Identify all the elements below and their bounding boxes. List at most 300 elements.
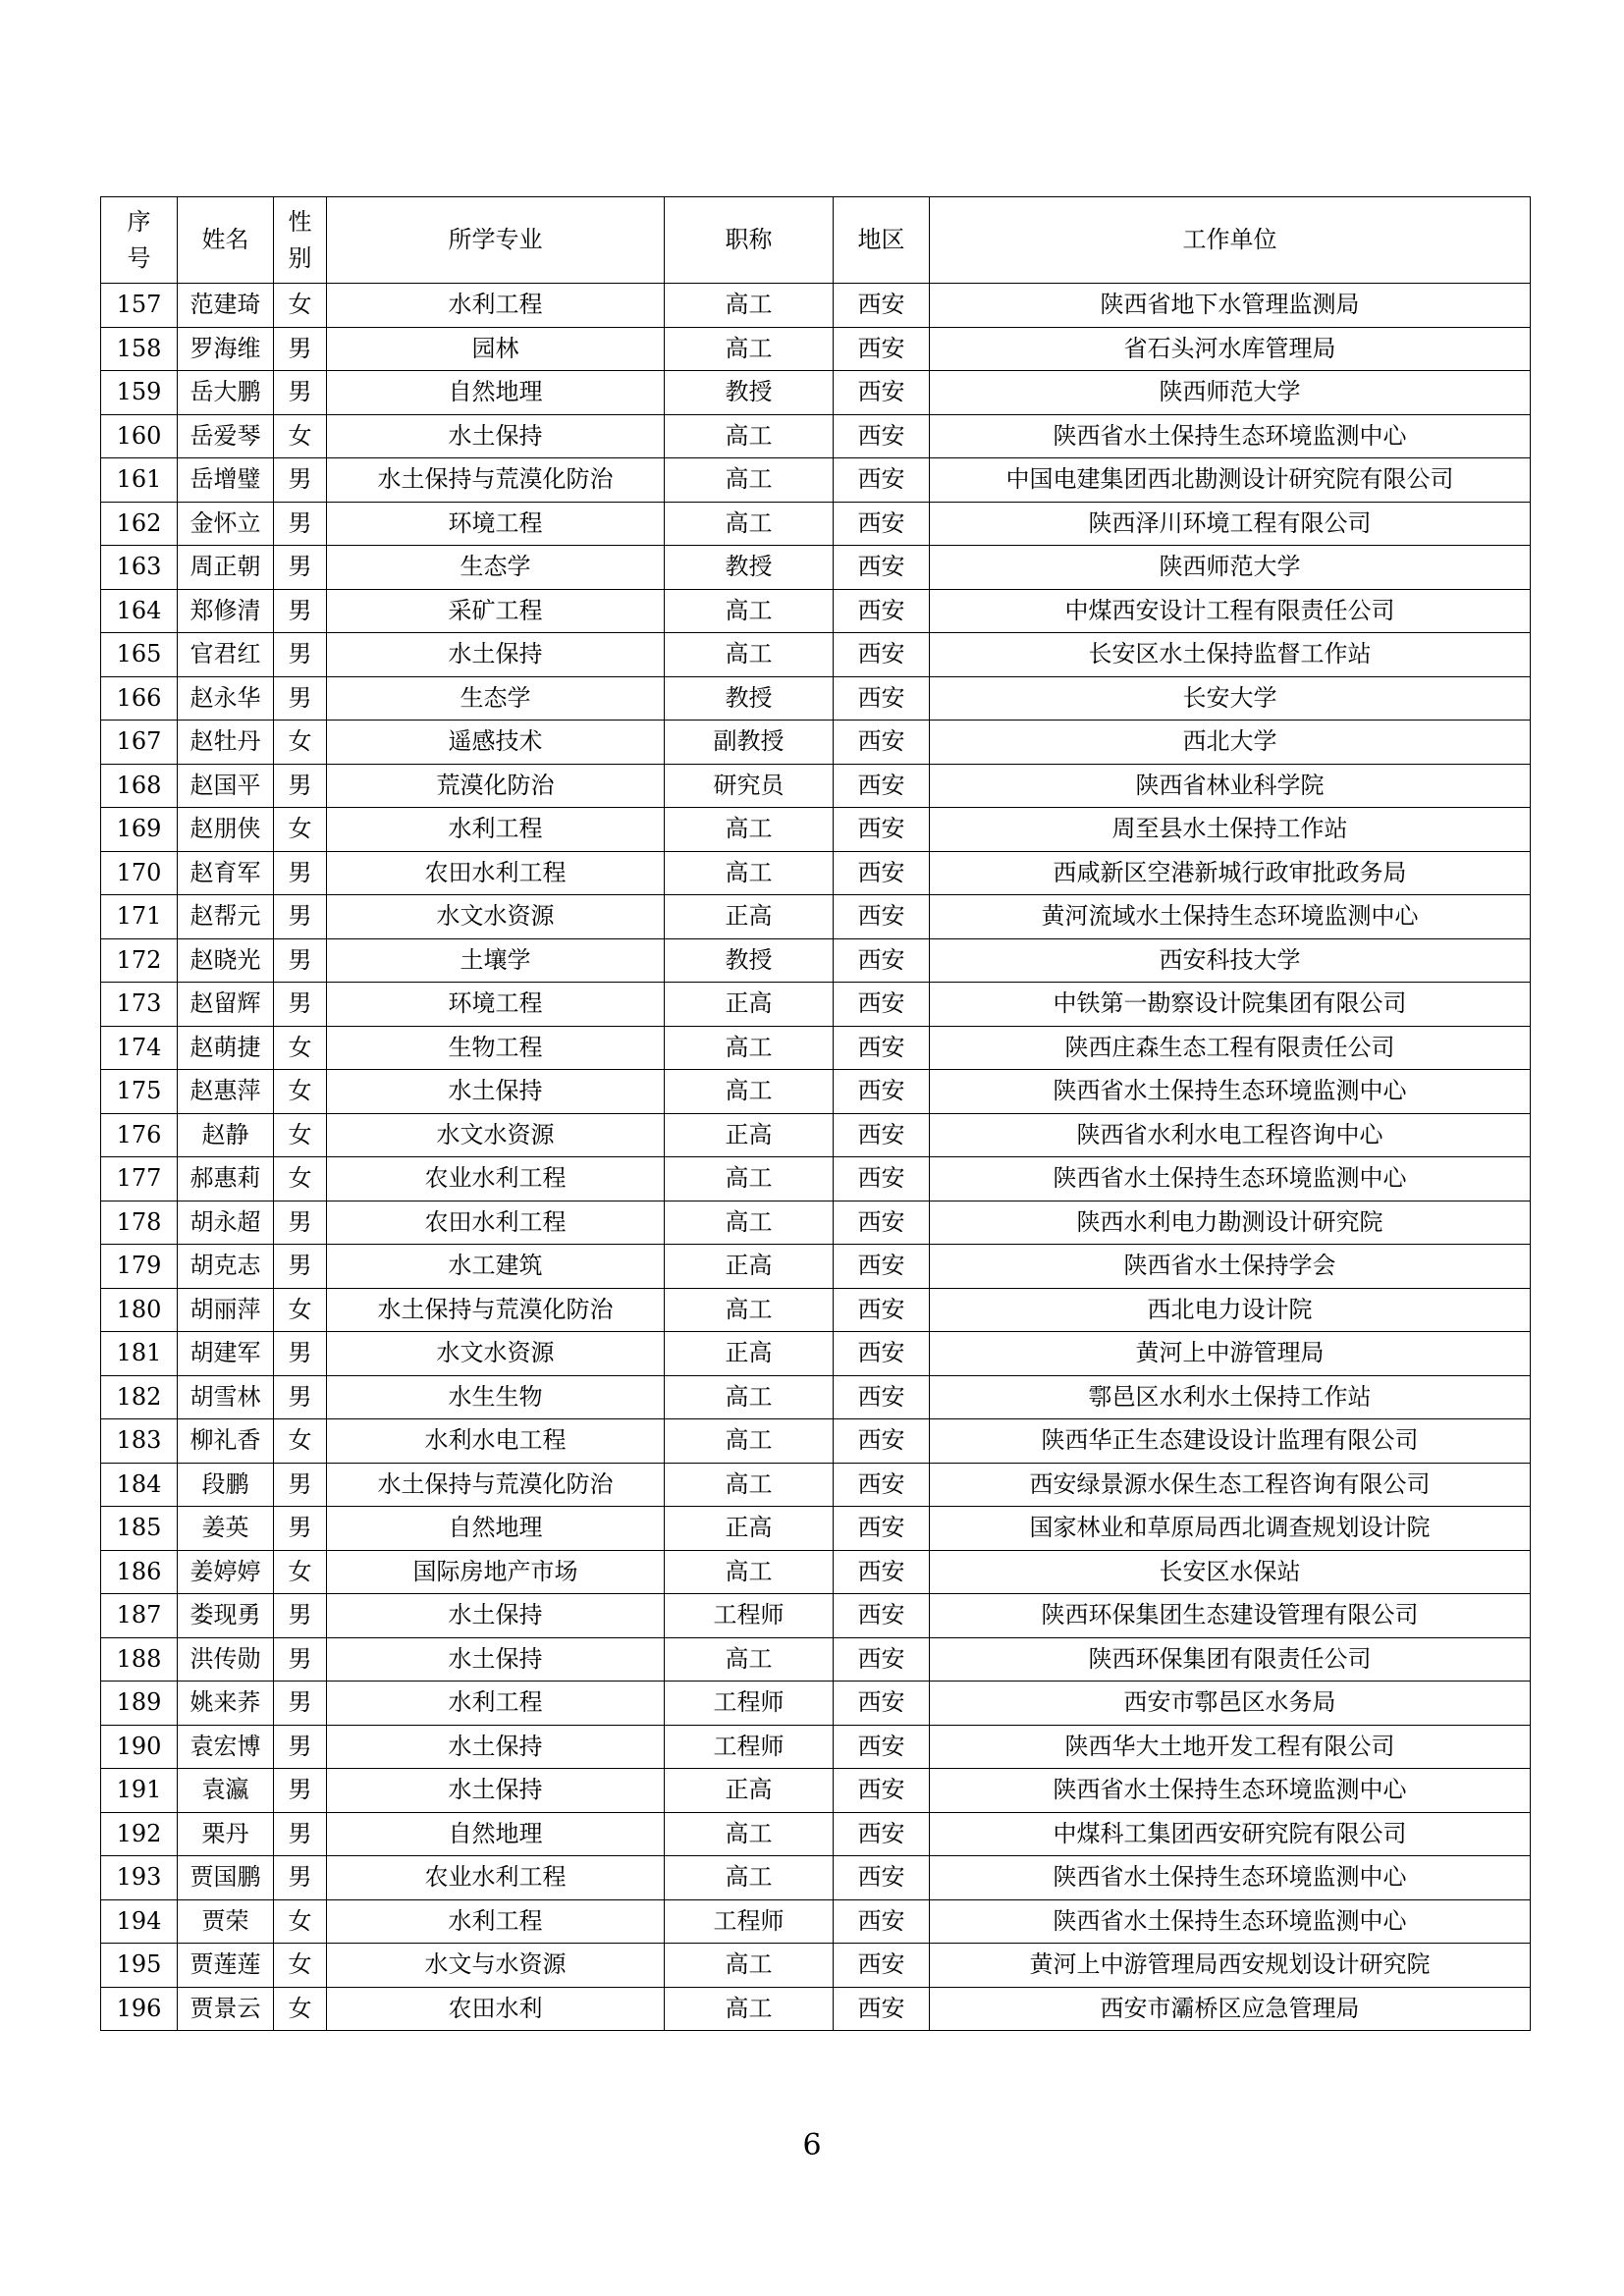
table-row xyxy=(101,895,1531,939)
expert-list-table xyxy=(100,196,1531,2031)
cell-professional-title: 正高 xyxy=(665,1769,834,1813)
cell-name: 胡永超 xyxy=(178,1201,274,1245)
cell-region: 西安 xyxy=(834,1113,930,1157)
table-row xyxy=(101,1113,1531,1157)
cell-employer: 黄河流域水土保持生态环境监测中心 xyxy=(930,895,1531,939)
cell-gender: 男 xyxy=(274,764,327,808)
cell-professional-title: 高工 xyxy=(665,808,834,852)
cell-employer: 西北电力设计院 xyxy=(930,1288,1531,1332)
cell-major: 农田水利工程 xyxy=(327,1201,665,1245)
cell-professional-title: 正高 xyxy=(665,1113,834,1157)
cell-professional-title: 高工 xyxy=(665,1550,834,1594)
cell-region: 西安 xyxy=(834,1944,930,1988)
cell-major: 水土保持 xyxy=(327,633,665,677)
cell-name: 范建琦 xyxy=(178,284,274,328)
cell-serial-number: 193 xyxy=(101,1856,178,1900)
table-row xyxy=(101,676,1531,721)
cell-gender: 男 xyxy=(274,327,327,371)
cell-gender: 男 xyxy=(274,1332,327,1376)
cell-professional-title: 高工 xyxy=(665,502,834,546)
cell-employer: 陕西环保集团生态建设管理有限公司 xyxy=(930,1594,1531,1638)
cell-region: 西安 xyxy=(834,938,930,983)
cell-name: 赵晓光 xyxy=(178,938,274,983)
cell-region: 西安 xyxy=(834,1507,930,1551)
cell-employer: 黄河上中游管理局 xyxy=(930,1332,1531,1376)
cell-major: 水土保持 xyxy=(327,1725,665,1769)
table-row xyxy=(101,458,1531,503)
cell-employer: 西安绿景源水保生态工程咨询有限公司 xyxy=(930,1463,1531,1507)
cell-gender: 女 xyxy=(274,284,327,328)
cell-serial-number: 160 xyxy=(101,414,178,458)
cell-serial-number: 173 xyxy=(101,983,178,1027)
cell-major: 农业水利工程 xyxy=(327,1157,665,1201)
table-row xyxy=(101,1507,1531,1551)
table-row xyxy=(101,1637,1531,1682)
cell-region: 西安 xyxy=(834,721,930,765)
cell-professional-title: 工程师 xyxy=(665,1725,834,1769)
cell-name: 贾国鹏 xyxy=(178,1856,274,1900)
cell-professional-title: 教授 xyxy=(665,938,834,983)
cell-name: 袁瀛 xyxy=(178,1769,274,1813)
cell-name: 罗海维 xyxy=(178,327,274,371)
cell-employer: 西咸新区空港新城行政审批政务局 xyxy=(930,851,1531,895)
cell-serial-number: 177 xyxy=(101,1157,178,1201)
cell-professional-title: 正高 xyxy=(665,1507,834,1551)
cell-name: 娄现勇 xyxy=(178,1594,274,1638)
cell-region: 西安 xyxy=(834,1725,930,1769)
cell-name: 姜婷婷 xyxy=(178,1550,274,1594)
cell-region: 西安 xyxy=(834,1201,930,1245)
cell-professional-title: 教授 xyxy=(665,676,834,721)
cell-serial-number: 176 xyxy=(101,1113,178,1157)
cell-professional-title: 高工 xyxy=(665,1419,834,1464)
cell-region: 西安 xyxy=(834,1332,930,1376)
cell-serial-number: 165 xyxy=(101,633,178,677)
cell-region: 西安 xyxy=(834,851,930,895)
cell-major: 水利工程 xyxy=(327,284,665,328)
cell-employer: 周至县水土保持工作站 xyxy=(930,808,1531,852)
cell-gender: 女 xyxy=(274,1550,327,1594)
cell-serial-number: 164 xyxy=(101,589,178,633)
cell-employer: 西安科技大学 xyxy=(930,938,1531,983)
cell-gender: 男 xyxy=(274,895,327,939)
cell-professional-title: 高工 xyxy=(665,1201,834,1245)
cell-serial-number: 163 xyxy=(101,546,178,590)
cell-employer: 陕西省水利水电工程咨询中心 xyxy=(930,1113,1531,1157)
cell-serial-number: 192 xyxy=(101,1812,178,1856)
cell-region: 西安 xyxy=(834,1070,930,1114)
table-row xyxy=(101,1375,1531,1419)
cell-professional-title: 高工 xyxy=(665,1026,834,1070)
cell-major: 农田水利工程 xyxy=(327,851,665,895)
cell-professional-title: 副教授 xyxy=(665,721,834,765)
cell-professional-title: 高工 xyxy=(665,1944,834,1988)
cell-name: 胡克志 xyxy=(178,1245,274,1289)
cell-major: 生物工程 xyxy=(327,1026,665,1070)
cell-name: 周正朝 xyxy=(178,546,274,590)
cell-serial-number: 178 xyxy=(101,1201,178,1245)
cell-employer: 中煤西安设计工程有限责任公司 xyxy=(930,589,1531,633)
cell-professional-title: 高工 xyxy=(665,1375,834,1419)
cell-employer: 中煤科工集团西安研究院有限公司 xyxy=(930,1812,1531,1856)
table-row xyxy=(101,546,1531,590)
cell-serial-number: 161 xyxy=(101,458,178,503)
cell-region: 西安 xyxy=(834,983,930,1027)
cell-gender: 男 xyxy=(274,851,327,895)
table-header-row xyxy=(101,197,1531,284)
cell-serial-number: 191 xyxy=(101,1769,178,1813)
cell-employer: 西北大学 xyxy=(930,721,1531,765)
header-region: 地区 xyxy=(834,197,930,284)
cell-employer: 西安市灞桥区应急管理局 xyxy=(930,1987,1531,2031)
cell-major: 水土保持与荒漠化防治 xyxy=(327,458,665,503)
cell-region: 西安 xyxy=(834,589,930,633)
cell-professional-title: 高工 xyxy=(665,589,834,633)
cell-serial-number: 194 xyxy=(101,1899,178,1944)
cell-region: 西安 xyxy=(834,1637,930,1682)
table-row xyxy=(101,589,1531,633)
cell-major: 水土保持与荒漠化防治 xyxy=(327,1288,665,1332)
cell-gender: 女 xyxy=(274,1157,327,1201)
cell-name: 胡丽萍 xyxy=(178,1288,274,1332)
cell-serial-number: 168 xyxy=(101,764,178,808)
cell-name: 岳爱琴 xyxy=(178,414,274,458)
cell-serial-number: 186 xyxy=(101,1550,178,1594)
cell-major: 水工建筑 xyxy=(327,1245,665,1289)
cell-region: 西安 xyxy=(834,502,930,546)
table-row xyxy=(101,764,1531,808)
cell-major: 生态学 xyxy=(327,676,665,721)
cell-gender: 男 xyxy=(274,1463,327,1507)
table-row xyxy=(101,1594,1531,1638)
cell-employer: 陕西省水土保持生态环境监测中心 xyxy=(930,1769,1531,1813)
cell-major: 国际房地产市场 xyxy=(327,1550,665,1594)
cell-region: 西安 xyxy=(834,764,930,808)
cell-employer: 陕西水利电力勘测设计研究院 xyxy=(930,1201,1531,1245)
cell-serial-number: 174 xyxy=(101,1026,178,1070)
cell-employer: 陕西师范大学 xyxy=(930,371,1531,415)
cell-serial-number: 183 xyxy=(101,1419,178,1464)
cell-employer: 长安大学 xyxy=(930,676,1531,721)
cell-gender: 女 xyxy=(274,1419,327,1464)
cell-major: 自然地理 xyxy=(327,1812,665,1856)
table-row xyxy=(101,371,1531,415)
cell-major: 自然地理 xyxy=(327,371,665,415)
cell-professional-title: 高工 xyxy=(665,327,834,371)
cell-major: 水土保持 xyxy=(327,1637,665,1682)
cell-gender: 女 xyxy=(274,1288,327,1332)
cell-name: 胡建军 xyxy=(178,1332,274,1376)
cell-major: 水土保持与荒漠化防治 xyxy=(327,1463,665,1507)
cell-professional-title: 高工 xyxy=(665,1288,834,1332)
cell-employer: 西安市鄠邑区水务局 xyxy=(930,1682,1531,1726)
cell-serial-number: 185 xyxy=(101,1507,178,1551)
table-row xyxy=(101,1682,1531,1726)
cell-name: 赵留辉 xyxy=(178,983,274,1027)
cell-professional-title: 研究员 xyxy=(665,764,834,808)
cell-gender: 男 xyxy=(274,1725,327,1769)
cell-gender: 男 xyxy=(274,371,327,415)
table-row xyxy=(101,284,1531,328)
cell-name: 岳大鹏 xyxy=(178,371,274,415)
cell-serial-number: 190 xyxy=(101,1725,178,1769)
cell-serial-number: 187 xyxy=(101,1594,178,1638)
cell-gender: 女 xyxy=(274,1113,327,1157)
cell-name: 赵帮元 xyxy=(178,895,274,939)
cell-gender: 男 xyxy=(274,938,327,983)
cell-professional-title: 工程师 xyxy=(665,1594,834,1638)
cell-region: 西安 xyxy=(834,808,930,852)
cell-professional-title: 工程师 xyxy=(665,1899,834,1944)
cell-gender: 男 xyxy=(274,589,327,633)
table-row xyxy=(101,1288,1531,1332)
cell-major: 生态学 xyxy=(327,546,665,590)
cell-professional-title: 高工 xyxy=(665,284,834,328)
table-row xyxy=(101,808,1531,852)
cell-serial-number: 166 xyxy=(101,676,178,721)
table-row xyxy=(101,721,1531,765)
cell-name: 金怀立 xyxy=(178,502,274,546)
cell-major: 水生生物 xyxy=(327,1375,665,1419)
cell-name: 贾景云 xyxy=(178,1987,274,2031)
cell-gender: 女 xyxy=(274,1944,327,1988)
cell-region: 西安 xyxy=(834,458,930,503)
table-row xyxy=(101,1026,1531,1070)
cell-name: 栗丹 xyxy=(178,1812,274,1856)
cell-employer: 长安区水保站 xyxy=(930,1550,1531,1594)
table-row xyxy=(101,1245,1531,1289)
header-major: 所学专业 xyxy=(327,197,665,284)
cell-employer: 省石头河水库管理局 xyxy=(930,327,1531,371)
cell-name: 赵朋侠 xyxy=(178,808,274,852)
cell-region: 西安 xyxy=(834,327,930,371)
cell-major: 自然地理 xyxy=(327,1507,665,1551)
cell-name: 岳增璧 xyxy=(178,458,274,503)
cell-major: 水土保持 xyxy=(327,414,665,458)
cell-region: 西安 xyxy=(834,1812,930,1856)
cell-gender: 女 xyxy=(274,414,327,458)
cell-major: 水文与水资源 xyxy=(327,1944,665,1988)
cell-major: 水文水资源 xyxy=(327,895,665,939)
cell-name: 洪传勋 xyxy=(178,1637,274,1682)
cell-gender: 男 xyxy=(274,633,327,677)
cell-employer: 陕西省水土保持生态环境监测中心 xyxy=(930,1856,1531,1900)
table-row xyxy=(101,1987,1531,2031)
cell-gender: 女 xyxy=(274,721,327,765)
cell-serial-number: 182 xyxy=(101,1375,178,1419)
cell-professional-title: 高工 xyxy=(665,1157,834,1201)
cell-region: 西安 xyxy=(834,1375,930,1419)
cell-major: 水利工程 xyxy=(327,1682,665,1726)
cell-serial-number: 159 xyxy=(101,371,178,415)
cell-serial-number: 157 xyxy=(101,284,178,328)
cell-gender: 男 xyxy=(274,1245,327,1289)
cell-employer: 陕西省地下水管理监测局 xyxy=(930,284,1531,328)
cell-name: 柳礼香 xyxy=(178,1419,274,1464)
table-row xyxy=(101,414,1531,458)
cell-region: 西安 xyxy=(834,1550,930,1594)
cell-serial-number: 189 xyxy=(101,1682,178,1726)
cell-major: 水利工程 xyxy=(327,808,665,852)
cell-employer: 陕西华大土地开发工程有限公司 xyxy=(930,1725,1531,1769)
table-row xyxy=(101,633,1531,677)
cell-name: 赵育军 xyxy=(178,851,274,895)
cell-professional-title: 高工 xyxy=(665,1987,834,2031)
cell-name: 赵国平 xyxy=(178,764,274,808)
cell-employer: 鄠邑区水利水土保持工作站 xyxy=(930,1375,1531,1419)
cell-gender: 男 xyxy=(274,1637,327,1682)
cell-major: 农田水利 xyxy=(327,1987,665,2031)
cell-major: 水土保持 xyxy=(327,1070,665,1114)
cell-region: 西安 xyxy=(834,1856,930,1900)
cell-name: 郑修清 xyxy=(178,589,274,633)
cell-name: 赵惠萍 xyxy=(178,1070,274,1114)
cell-major: 农业水利工程 xyxy=(327,1856,665,1900)
cell-region: 西安 xyxy=(834,1419,930,1464)
cell-region: 西安 xyxy=(834,633,930,677)
cell-serial-number: 170 xyxy=(101,851,178,895)
cell-employer: 黄河上中游管理局西安规划设计研究院 xyxy=(930,1944,1531,1988)
cell-employer: 陕西省水土保持生态环境监测中心 xyxy=(930,1157,1531,1201)
cell-name: 郝惠莉 xyxy=(178,1157,274,1201)
cell-region: 西安 xyxy=(834,1594,930,1638)
cell-employer: 陕西省水土保持生态环境监测中心 xyxy=(930,414,1531,458)
cell-professional-title: 教授 xyxy=(665,546,834,590)
cell-gender: 女 xyxy=(274,808,327,852)
cell-major: 水利水电工程 xyxy=(327,1419,665,1464)
cell-professional-title: 正高 xyxy=(665,1332,834,1376)
document-table-container xyxy=(100,196,1530,2031)
table-row xyxy=(101,1899,1531,1944)
cell-major: 土壤学 xyxy=(327,938,665,983)
cell-professional-title: 高工 xyxy=(665,633,834,677)
table-row xyxy=(101,1725,1531,1769)
cell-name: 胡雪林 xyxy=(178,1375,274,1419)
cell-region: 西安 xyxy=(834,414,930,458)
cell-gender: 男 xyxy=(274,1856,327,1900)
cell-serial-number: 180 xyxy=(101,1288,178,1332)
cell-employer: 陕西师范大学 xyxy=(930,546,1531,590)
cell-name: 赵萌捷 xyxy=(178,1026,274,1070)
table-row xyxy=(101,851,1531,895)
cell-gender: 男 xyxy=(274,1812,327,1856)
cell-region: 西安 xyxy=(834,1682,930,1726)
cell-employer: 陕西泽川环境工程有限公司 xyxy=(930,502,1531,546)
cell-professional-title: 高工 xyxy=(665,851,834,895)
cell-serial-number: 188 xyxy=(101,1637,178,1682)
cell-gender: 男 xyxy=(274,1769,327,1813)
cell-employer: 陕西华正生态建设设计监理有限公司 xyxy=(930,1419,1531,1464)
cell-gender: 女 xyxy=(274,1026,327,1070)
cell-serial-number: 167 xyxy=(101,721,178,765)
cell-gender: 女 xyxy=(274,1070,327,1114)
table-row xyxy=(101,938,1531,983)
cell-serial-number: 184 xyxy=(101,1463,178,1507)
cell-major: 水土保持 xyxy=(327,1594,665,1638)
header-name: 姓名 xyxy=(178,197,274,284)
header-gender: 性 别 xyxy=(274,197,327,284)
cell-professional-title: 正高 xyxy=(665,895,834,939)
cell-gender: 女 xyxy=(274,1899,327,1944)
cell-gender: 男 xyxy=(274,458,327,503)
cell-professional-title: 高工 xyxy=(665,1463,834,1507)
cell-employer: 陕西省水土保持生态环境监测中心 xyxy=(930,1899,1531,1944)
cell-employer: 陕西省水土保持学会 xyxy=(930,1245,1531,1289)
cell-gender: 男 xyxy=(274,502,327,546)
cell-name: 赵静 xyxy=(178,1113,274,1157)
cell-major: 采矿工程 xyxy=(327,589,665,633)
table-row xyxy=(101,1201,1531,1245)
cell-major: 园林 xyxy=(327,327,665,371)
cell-serial-number: 179 xyxy=(101,1245,178,1289)
cell-region: 西安 xyxy=(834,1026,930,1070)
cell-name: 姚来荞 xyxy=(178,1682,274,1726)
table-row xyxy=(101,983,1531,1027)
table-row xyxy=(101,1944,1531,1988)
cell-major: 环境工程 xyxy=(327,983,665,1027)
cell-professional-title: 高工 xyxy=(665,458,834,503)
cell-name: 官君红 xyxy=(178,633,274,677)
cell-gender: 男 xyxy=(274,1507,327,1551)
cell-serial-number: 181 xyxy=(101,1332,178,1376)
cell-major: 环境工程 xyxy=(327,502,665,546)
cell-gender: 男 xyxy=(274,983,327,1027)
cell-name: 赵永华 xyxy=(178,676,274,721)
cell-employer: 陕西省水土保持生态环境监测中心 xyxy=(930,1070,1531,1114)
cell-region: 西安 xyxy=(834,284,930,328)
table-row xyxy=(101,1157,1531,1201)
cell-gender: 女 xyxy=(274,1987,327,2031)
cell-professional-title: 高工 xyxy=(665,1856,834,1900)
cell-region: 西安 xyxy=(834,546,930,590)
cell-major: 水利工程 xyxy=(327,1899,665,1944)
cell-name: 贾莲莲 xyxy=(178,1944,274,1988)
table-row xyxy=(101,1332,1531,1376)
cell-employer: 国家林业和草原局西北调查规划设计院 xyxy=(930,1507,1531,1551)
cell-name: 贾荣 xyxy=(178,1899,274,1944)
cell-major: 荒漠化防治 xyxy=(327,764,665,808)
cell-gender: 男 xyxy=(274,1594,327,1638)
cell-employer: 陕西环保集团有限责任公司 xyxy=(930,1637,1531,1682)
cell-employer: 陕西庄森生态工程有限责任公司 xyxy=(930,1026,1531,1070)
table-row xyxy=(101,1812,1531,1856)
cell-employer: 陕西省林业科学院 xyxy=(930,764,1531,808)
table-row xyxy=(101,1419,1531,1464)
cell-professional-title: 高工 xyxy=(665,414,834,458)
cell-professional-title: 高工 xyxy=(665,1070,834,1114)
cell-region: 西安 xyxy=(834,895,930,939)
cell-gender: 男 xyxy=(274,676,327,721)
table-body xyxy=(101,284,1531,2031)
cell-major: 水文水资源 xyxy=(327,1332,665,1376)
cell-employer: 长安区水土保持监督工作站 xyxy=(930,633,1531,677)
cell-employer: 中铁第一勘察设计院集团有限公司 xyxy=(930,983,1531,1027)
cell-region: 西安 xyxy=(834,1899,930,1944)
table-row xyxy=(101,1463,1531,1507)
cell-serial-number: 158 xyxy=(101,327,178,371)
header-employer: 工作单位 xyxy=(930,197,1531,284)
cell-major: 水土保持 xyxy=(327,1769,665,1813)
cell-region: 西安 xyxy=(834,1288,930,1332)
cell-region: 西安 xyxy=(834,1987,930,2031)
table-row xyxy=(101,1070,1531,1114)
header-serial-number: 序 号 xyxy=(101,197,178,284)
cell-professional-title: 教授 xyxy=(665,371,834,415)
cell-major: 水文水资源 xyxy=(327,1113,665,1157)
cell-region: 西安 xyxy=(834,1157,930,1201)
cell-name: 赵牡丹 xyxy=(178,721,274,765)
table-row xyxy=(101,1769,1531,1813)
